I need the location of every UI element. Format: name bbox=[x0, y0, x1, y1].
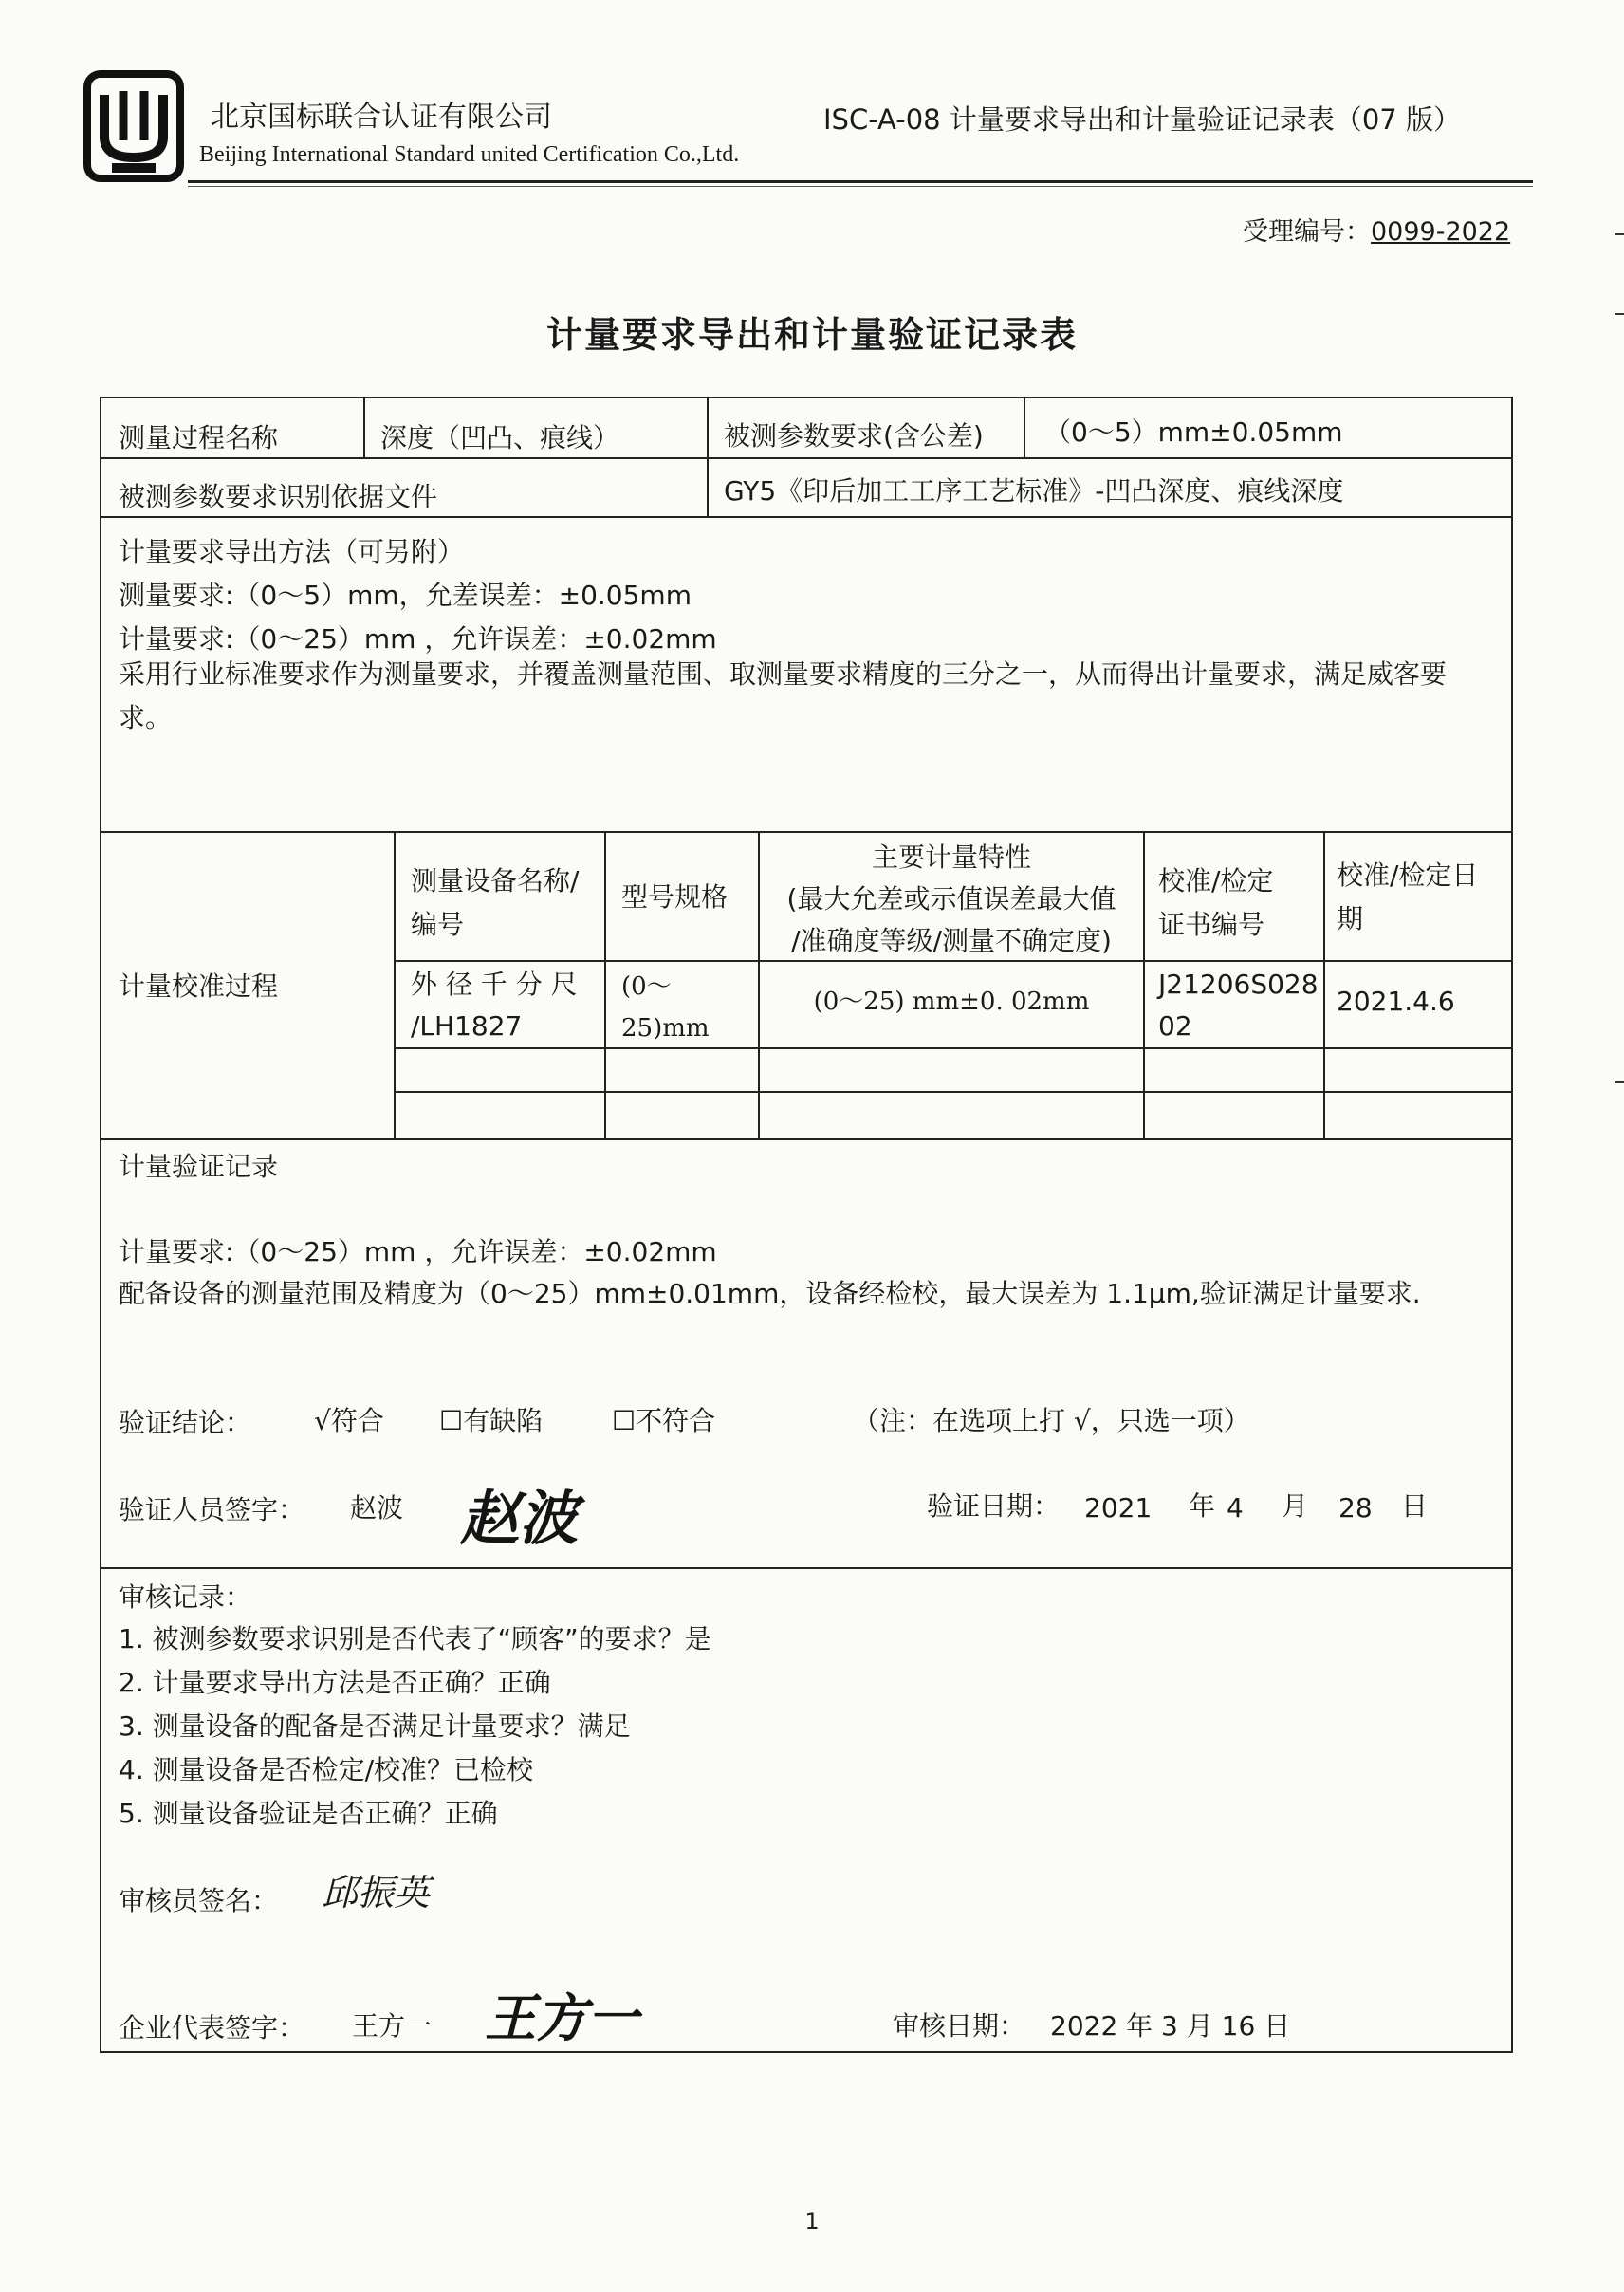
cal-rule-1 bbox=[394, 831, 396, 1138]
scan-edge-mark bbox=[1615, 233, 1624, 235]
equipment-certificate bbox=[1158, 964, 1319, 1047]
rep-name: 王方一 bbox=[352, 2010, 433, 2042]
rule-derivation bbox=[102, 831, 1511, 833]
process-name-value: 深度（凹凸、痕线） bbox=[380, 422, 620, 453]
scan-edge-mark bbox=[1615, 1081, 1624, 1083]
basis-value: GY5《印后加工工序工艺标准》-凹凸深度、痕线深度 bbox=[724, 475, 1344, 507]
verifier-name: 赵波 bbox=[350, 1492, 404, 1524]
equipment-name-line2: /LH1827 bbox=[411, 1010, 523, 1042]
cal-rule-2 bbox=[604, 831, 606, 1138]
reviewer-label: 审核员签名： bbox=[119, 1885, 279, 1916]
equipment-model-line2: 25)mm bbox=[621, 1014, 710, 1043]
equipment-certificate-line1: J21206S028 bbox=[1158, 969, 1319, 1000]
col-certificate-line2: 证书编号 bbox=[1158, 909, 1265, 940]
process-name-label: 测量过程名称 bbox=[119, 422, 279, 453]
verification-line2: 配备设备的测量范围及精度为（0～25）mm±0.01mm，设备经检校，最大误差为 1.1μm,验证满足计量要求. bbox=[119, 1278, 1421, 1309]
param-req-value: （0～5）mm±0.05mm bbox=[1044, 416, 1343, 448]
col-rule-b bbox=[707, 398, 709, 516]
equipment-name-line1: 外 径 千 分 尺 bbox=[411, 969, 578, 1000]
verification-date-month-unit: 月 bbox=[1282, 1490, 1309, 1522]
col-equipment-name-line1: 测量设备名称/ bbox=[411, 865, 580, 896]
verification-date-day: 28 bbox=[1338, 1492, 1373, 1524]
rule-row2 bbox=[102, 516, 1511, 518]
review-item-1: 1. 被测参数要求识别是否代表了“顾客”的要求？是 bbox=[119, 1623, 711, 1654]
reviewer-signature bbox=[320, 1859, 471, 1926]
cal-rule-4 bbox=[1143, 831, 1145, 1138]
verifier-label: 验证人员签字： bbox=[119, 1494, 305, 1525]
header-rule-thin bbox=[188, 186, 1533, 187]
svg-text:邱振英: 邱振英 bbox=[322, 1872, 431, 1913]
review-date: 2022 年 3 月 16 日 bbox=[1050, 2010, 1291, 2042]
document-title: 计量要求导出和计量验证记录表 bbox=[545, 314, 1078, 356]
param-req-label: 被测参数要求(含公差) bbox=[724, 420, 984, 452]
rule-cal-row1 bbox=[394, 1047, 1511, 1049]
equipment-model bbox=[621, 966, 710, 1049]
derivation-line3: 采用行业标准要求作为测量要求，并覆盖测量范围、取测量要求精度的三分之一，从而得出计量要求，满足威客要求。 bbox=[119, 658, 1448, 733]
record-form bbox=[100, 397, 1513, 2053]
col-rule-a bbox=[363, 398, 365, 457]
col-cal-date-line1: 校准/检定日 bbox=[1337, 860, 1479, 891]
svg-text:赵波: 赵波 bbox=[460, 1484, 579, 1553]
verification-date-day-unit: 日 bbox=[1401, 1490, 1429, 1522]
verification-date-label: 验证日期： bbox=[927, 1490, 1061, 1522]
col-rule-c bbox=[1024, 398, 1025, 457]
header-rule bbox=[188, 180, 1533, 183]
acceptance-value: 0099-2022 bbox=[1371, 217, 1511, 247]
conclusion-label: 验证结论： bbox=[119, 1407, 252, 1438]
review-date-label: 审核日期： bbox=[893, 2010, 1026, 2042]
page-number: 1 bbox=[804, 2209, 820, 2235]
col-equipment-name-line2: 编号 bbox=[411, 909, 465, 940]
rule-calibration bbox=[102, 1138, 1511, 1140]
option-nonconform[interactable]: ☐不符合 bbox=[612, 1405, 716, 1436]
equipment-characteristic: (0～25) mm±0. 02mm bbox=[813, 988, 1090, 1016]
company-name-cn: 北京国标联合认证有限公司 bbox=[211, 101, 552, 134]
rule-row1 bbox=[102, 457, 1511, 459]
derivation-line1: 测量要求:（0～5）mm，允差误差：±0.05mm bbox=[119, 580, 692, 611]
company-logo bbox=[83, 70, 184, 182]
rule-cal-row2 bbox=[394, 1091, 1511, 1093]
basis-label: 被测参数要求识别依据文件 bbox=[119, 481, 438, 512]
derivation-label: 计量要求导出方法（可另附） bbox=[119, 536, 465, 567]
col-cal-date bbox=[1337, 854, 1478, 941]
verification-label: 计量验证记录 bbox=[119, 1151, 279, 1182]
col-characteristic-line3: /准确度等级/测量不确定度) bbox=[791, 925, 1112, 956]
verification-date-year-unit: 年 bbox=[1189, 1490, 1216, 1522]
conclusion-note: （注：在选项上打 √，只选一项） bbox=[853, 1405, 1250, 1436]
col-characteristic-line2: (最大允差或示值误差最大值 bbox=[786, 883, 1116, 915]
review-item-4: 4. 测量设备是否检定/校准？已检校 bbox=[119, 1754, 534, 1785]
equipment-cal-date: 2021.4.6 bbox=[1337, 986, 1455, 1017]
review-item-5: 5. 测量设备验证是否正确？正确 bbox=[119, 1798, 498, 1829]
col-cal-date-line2: 期 bbox=[1337, 903, 1364, 934]
acceptance-number bbox=[1243, 211, 1510, 248]
acceptance-label: 受理编号： bbox=[1243, 217, 1371, 247]
equipment-certificate-line2: 02 bbox=[1158, 1010, 1192, 1042]
verification-date-month: 4 bbox=[1227, 1492, 1244, 1524]
col-characteristic-line1: 主要计量特性 bbox=[871, 841, 1031, 873]
equipment-model-line1: (0～ bbox=[621, 972, 672, 1001]
scan-edge-mark bbox=[1615, 313, 1624, 315]
rep-signature bbox=[481, 1983, 671, 2051]
col-equipment-name bbox=[411, 860, 579, 947]
verification-line1: 计量要求:（0～25）mm ，允许误差：±0.02mm bbox=[119, 1236, 717, 1267]
review-label: 审核记录： bbox=[119, 1581, 252, 1613]
col-characteristic bbox=[760, 837, 1143, 962]
derivation-line2: 计量要求:（0～25）mm ，允许误差：±0.02mm bbox=[119, 623, 717, 655]
col-certificate bbox=[1158, 860, 1273, 947]
equipment-name bbox=[411, 964, 578, 1047]
calibration-label: 计量校准过程 bbox=[119, 970, 279, 1002]
company-name-en: Beijing International Standard united Certification Co.,Ltd. bbox=[199, 142, 740, 167]
rule-verification bbox=[102, 1567, 1511, 1569]
option-conform[interactable]: √符合 bbox=[314, 1405, 384, 1436]
col-certificate-line1: 校准/检定 bbox=[1158, 865, 1274, 896]
cal-rule-5 bbox=[1323, 831, 1325, 1138]
review-item-3: 3. 测量设备的配备是否满足计量要求？满足 bbox=[119, 1710, 631, 1742]
verifier-signature bbox=[456, 1476, 627, 1558]
review-item-2: 2. 计量要求导出方法是否正确？正确 bbox=[119, 1667, 551, 1698]
rep-label: 企业代表签字： bbox=[119, 2012, 305, 2043]
form-code: ISC-A-08 计量要求导出和计量验证记录表（07 版） bbox=[823, 103, 1461, 136]
verification-date-year: 2021 bbox=[1084, 1492, 1153, 1524]
svg-text:王方一: 王方一 bbox=[485, 1987, 638, 2048]
option-defect[interactable]: ☐有缺陷 bbox=[439, 1405, 544, 1436]
col-model: 型号规格 bbox=[621, 881, 729, 913]
